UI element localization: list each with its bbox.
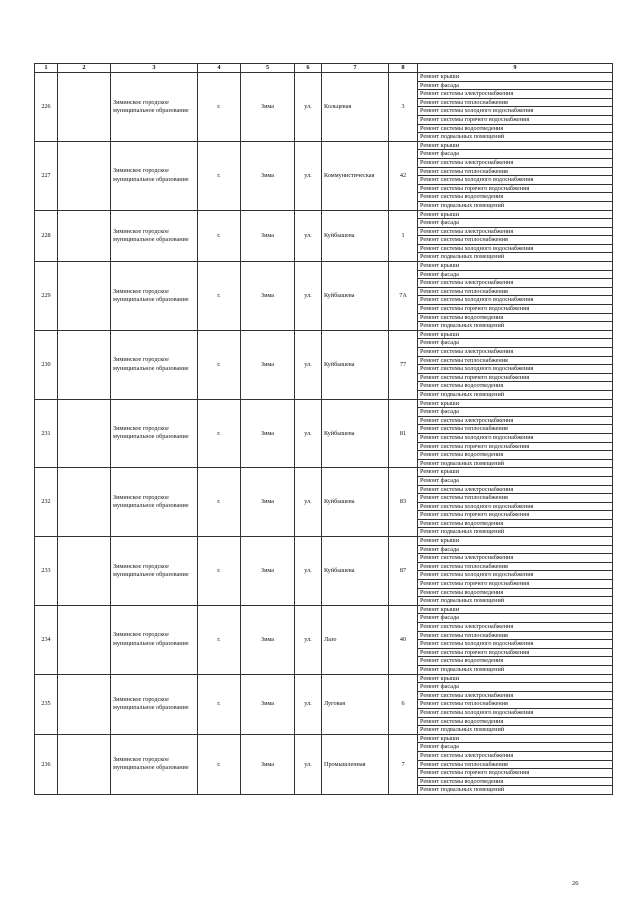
repair-table bbox=[34, 63, 613, 795]
settlement-cell: Зима bbox=[241, 674, 295, 734]
work-type-cell: Ремонт системы теплоснабжения bbox=[418, 562, 613, 571]
work-type-cell: Ремонт фасада bbox=[418, 270, 613, 279]
work-type-cell: Ремонт подвальных помещений bbox=[418, 528, 613, 537]
settlement-type-cell: г. bbox=[198, 537, 241, 606]
empty-cell bbox=[58, 330, 111, 399]
work-type-cell: Ремонт системы водоотведения bbox=[418, 124, 613, 133]
street-cell: Куйбышева bbox=[322, 468, 389, 537]
settlement-cell: Зима bbox=[241, 73, 295, 142]
row-number: 229 bbox=[35, 262, 58, 331]
house-number-cell: 1 bbox=[389, 210, 418, 262]
street-cell: Промышленная bbox=[322, 734, 389, 794]
work-type-cell: Ремонт системы горячего водоснабжения bbox=[418, 442, 613, 451]
table-row bbox=[35, 468, 613, 477]
row-number: 232 bbox=[35, 468, 58, 537]
table-row bbox=[35, 605, 613, 614]
table-row bbox=[35, 734, 613, 743]
work-type-cell: Ремонт подвальных помещений bbox=[418, 459, 613, 468]
table-row bbox=[35, 399, 613, 408]
street-type-cell: ул. bbox=[295, 210, 322, 262]
work-type-cell: Ремонт системы холодного водоснабжения bbox=[418, 107, 613, 116]
street-type-cell: ул. bbox=[295, 674, 322, 734]
municipality-cell: Зиминское городское муниципальное образование bbox=[111, 734, 198, 794]
work-type-cell: Ремонт системы горячего водоснабжения bbox=[418, 184, 613, 193]
work-type-cell: Ремонт системы электроснабжения bbox=[418, 485, 613, 494]
col-header: 3 bbox=[111, 64, 198, 73]
work-type-cell: Ремонт крыши bbox=[418, 674, 613, 683]
settlement-cell: Зима bbox=[241, 605, 295, 674]
row-number: 234 bbox=[35, 605, 58, 674]
work-type-cell: Ремонт системы водоотведения bbox=[418, 193, 613, 202]
street-type-cell: ул. bbox=[295, 605, 322, 674]
work-type-cell: Ремонт системы горячего водоснабжения bbox=[418, 115, 613, 124]
work-type-cell: Ремонт подвальных помещений bbox=[418, 322, 613, 331]
work-type-cell: Ремонт системы теплоснабжения bbox=[418, 167, 613, 176]
house-number-cell: 87 bbox=[389, 537, 418, 606]
house-number-cell: 7А bbox=[389, 262, 418, 331]
work-type-cell: Ремонт системы водоотведения bbox=[418, 313, 613, 322]
work-type-cell: Ремонт фасада bbox=[418, 743, 613, 752]
work-type-cell: Ремонт системы водоотведения bbox=[418, 451, 613, 460]
work-type-cell: Ремонт крыши bbox=[418, 734, 613, 743]
house-number-cell: 6 bbox=[389, 674, 418, 734]
work-type-cell: Ремонт системы холодного водоснабжения bbox=[418, 365, 613, 374]
work-type-cell: Ремонт системы водоотведения bbox=[418, 382, 613, 391]
work-type-cell: Ремонт системы горячего водоснабжения bbox=[418, 511, 613, 520]
work-type-cell: Ремонт системы электроснабжения bbox=[418, 691, 613, 700]
work-type-cell: Ремонт системы электроснабжения bbox=[418, 751, 613, 760]
house-number-cell: 40 bbox=[389, 605, 418, 674]
work-type-cell: Ремонт крыши bbox=[418, 330, 613, 339]
work-type-cell: Ремонт крыши bbox=[418, 73, 613, 82]
settlement-type-cell: г. bbox=[198, 734, 241, 794]
street-cell: Лазо bbox=[322, 605, 389, 674]
document-sheet bbox=[34, 63, 612, 795]
work-type-cell: Ремонт крыши bbox=[418, 605, 613, 614]
municipality-cell: Зиминское городское муниципальное образование bbox=[111, 537, 198, 606]
settlement-type-cell: г. bbox=[198, 468, 241, 537]
work-type-cell: Ремонт системы холодного водоснабжения bbox=[418, 176, 613, 185]
work-type-cell: Ремонт фасада bbox=[418, 150, 613, 159]
empty-cell bbox=[58, 537, 111, 606]
settlement-cell: Зима bbox=[241, 210, 295, 262]
work-type-cell: Ремонт системы водоотведения bbox=[418, 588, 613, 597]
work-type-cell: Ремонт системы теплоснабжения bbox=[418, 356, 613, 365]
empty-cell bbox=[58, 262, 111, 331]
work-type-cell: Ремонт крыши bbox=[418, 210, 613, 219]
col-header: 4 bbox=[198, 64, 241, 73]
street-type-cell: ул. bbox=[295, 399, 322, 468]
work-type-cell: Ремонт подвальных помещений bbox=[418, 390, 613, 399]
row-number: 231 bbox=[35, 399, 58, 468]
table-row bbox=[35, 330, 613, 339]
work-type-cell: Ремонт системы электроснабжения bbox=[418, 348, 613, 357]
street-type-cell: ул. bbox=[295, 262, 322, 331]
settlement-type-cell: г. bbox=[198, 674, 241, 734]
work-type-cell: Ремонт фасада bbox=[418, 81, 613, 90]
work-type-cell: Ремонт системы холодного водоснабжения bbox=[418, 244, 613, 253]
street-type-cell: ул. bbox=[295, 141, 322, 210]
street-cell: Куйбышева bbox=[322, 399, 389, 468]
work-type-cell: Ремонт системы холодного водоснабжения bbox=[418, 502, 613, 511]
work-type-cell: Ремонт системы водоотведения bbox=[418, 717, 613, 726]
work-type-cell: Ремонт подвальных помещений bbox=[418, 786, 613, 795]
work-type-cell: Ремонт системы теплоснабжения bbox=[418, 700, 613, 709]
work-type-cell: Ремонт системы теплоснабжения bbox=[418, 98, 613, 107]
work-type-cell: Ремонт крыши bbox=[418, 537, 613, 546]
work-type-cell: Ремонт фасада bbox=[418, 545, 613, 554]
header-row bbox=[35, 64, 613, 73]
work-type-cell: Ремонт системы электроснабжения bbox=[418, 90, 613, 99]
row-number: 235 bbox=[35, 674, 58, 734]
street-cell: Куйбышева bbox=[322, 262, 389, 331]
col-header: 1 bbox=[35, 64, 58, 73]
table-body bbox=[35, 73, 613, 795]
work-type-cell: Ремонт системы горячего водоснабжения bbox=[418, 373, 613, 382]
empty-cell bbox=[58, 73, 111, 142]
work-type-cell: Ремонт фасада bbox=[418, 476, 613, 485]
work-type-cell: Ремонт крыши bbox=[418, 262, 613, 271]
street-cell: Кольцевая bbox=[322, 73, 389, 142]
col-header: 5 bbox=[241, 64, 295, 73]
street-type-cell: ул. bbox=[295, 734, 322, 794]
empty-cell bbox=[58, 734, 111, 794]
empty-cell bbox=[58, 674, 111, 734]
work-type-cell: Ремонт системы теплоснабжения bbox=[418, 494, 613, 503]
municipality-cell: Зиминское городское муниципальное образование bbox=[111, 674, 198, 734]
table-row bbox=[35, 674, 613, 683]
col-header: 2 bbox=[58, 64, 111, 73]
street-type-cell: ул. bbox=[295, 468, 322, 537]
settlement-cell: Зима bbox=[241, 399, 295, 468]
work-type-cell: Ремонт системы электроснабжения bbox=[418, 158, 613, 167]
work-type-cell: Ремонт крыши bbox=[418, 468, 613, 477]
table-row bbox=[35, 141, 613, 150]
row-number: 236 bbox=[35, 734, 58, 794]
work-type-cell: Ремонт подвальных помещений bbox=[418, 726, 613, 735]
work-type-cell: Ремонт системы теплоснабжения bbox=[418, 631, 613, 640]
settlement-cell: Зима bbox=[241, 330, 295, 399]
work-type-cell: Ремонт системы теплоснабжения bbox=[418, 236, 613, 245]
col-header: 8 bbox=[389, 64, 418, 73]
row-number: 230 bbox=[35, 330, 58, 399]
municipality-cell: Зиминское городское муниципальное образование bbox=[111, 468, 198, 537]
work-type-cell: Ремонт системы электроснабжения bbox=[418, 416, 613, 425]
street-cell: Коммунистическая bbox=[322, 141, 389, 210]
work-type-cell: Ремонт системы теплоснабжения bbox=[418, 425, 613, 434]
settlement-type-cell: г. bbox=[198, 262, 241, 331]
empty-cell bbox=[58, 141, 111, 210]
work-type-cell: Ремонт подвальных помещений bbox=[418, 133, 613, 142]
work-type-cell: Ремонт системы водоотведения bbox=[418, 657, 613, 666]
work-type-cell: Ремонт системы теплоснабжения bbox=[418, 287, 613, 296]
municipality-cell: Зиминское городское муниципальное образование bbox=[111, 330, 198, 399]
municipality-cell: Зиминское городское муниципальное образование bbox=[111, 399, 198, 468]
settlement-type-cell: г. bbox=[198, 330, 241, 399]
work-type-cell: Ремонт системы электроснабжения bbox=[418, 279, 613, 288]
work-type-cell: Ремонт подвальных помещений bbox=[418, 201, 613, 210]
settlement-type-cell: г. bbox=[198, 399, 241, 468]
row-number: 233 bbox=[35, 537, 58, 606]
work-type-cell: Ремонт системы холодного водоснабжения bbox=[418, 571, 613, 580]
table-row bbox=[35, 537, 613, 546]
house-number-cell: 77 bbox=[389, 330, 418, 399]
street-type-cell: ул. bbox=[295, 537, 322, 606]
work-type-cell: Ремонт подвальных помещений bbox=[418, 597, 613, 606]
table-row bbox=[35, 210, 613, 219]
settlement-cell: Зима bbox=[241, 734, 295, 794]
house-number-cell: 7 bbox=[389, 734, 418, 794]
municipality-cell: Зиминское городское муниципальное образование bbox=[111, 73, 198, 142]
work-type-cell: Ремонт фасада bbox=[418, 408, 613, 417]
municipality-cell: Зиминское городское муниципальное образование bbox=[111, 262, 198, 331]
settlement-cell: Зима bbox=[241, 537, 295, 606]
work-type-cell: Ремонт крыши bbox=[418, 141, 613, 150]
work-type-cell: Ремонт системы холодного водоснабжения bbox=[418, 433, 613, 442]
settlement-type-cell: г. bbox=[198, 73, 241, 142]
work-type-cell: Ремонт крыши bbox=[418, 399, 613, 408]
work-type-cell: Ремонт фасада bbox=[418, 614, 613, 623]
settlement-type-cell: г. bbox=[198, 210, 241, 262]
empty-cell bbox=[58, 468, 111, 537]
work-type-cell: Ремонт системы горячего водоснабжения bbox=[418, 305, 613, 314]
work-type-cell: Ремонт фасада bbox=[418, 683, 613, 692]
settlement-cell: Зима bbox=[241, 262, 295, 331]
settlement-cell: Зима bbox=[241, 468, 295, 537]
street-type-cell: ул. bbox=[295, 73, 322, 142]
col-header: 9 bbox=[418, 64, 613, 73]
house-number-cell: 83 bbox=[389, 468, 418, 537]
settlement-type-cell: г. bbox=[198, 141, 241, 210]
municipality-cell: Зиминское городское муниципальное образование bbox=[111, 210, 198, 262]
page-number: 26 bbox=[572, 880, 579, 887]
empty-cell bbox=[58, 605, 111, 674]
work-type-cell: Ремонт системы водоотведения bbox=[418, 777, 613, 786]
settlement-cell: Зима bbox=[241, 141, 295, 210]
settlement-type-cell: г. bbox=[198, 605, 241, 674]
street-cell: Куйбышева bbox=[322, 330, 389, 399]
street-cell: Куйбышева bbox=[322, 210, 389, 262]
table-row bbox=[35, 262, 613, 271]
work-type-cell: Ремонт системы холодного водоснабжения bbox=[418, 640, 613, 649]
municipality-cell: Зиминское городское муниципальное образование bbox=[111, 141, 198, 210]
street-cell: Куйбышева bbox=[322, 537, 389, 606]
work-type-cell: Ремонт системы электроснабжения bbox=[418, 554, 613, 563]
street-type-cell: ул. bbox=[295, 330, 322, 399]
work-type-cell: Ремонт фасада bbox=[418, 219, 613, 228]
table-row bbox=[35, 73, 613, 82]
work-type-cell: Ремонт системы холодного водоснабжения bbox=[418, 296, 613, 305]
work-type-cell: Ремонт системы электроснабжения bbox=[418, 227, 613, 236]
work-type-cell: Ремонт системы горячего водоснабжения bbox=[418, 648, 613, 657]
house-number-cell: 3 bbox=[389, 73, 418, 142]
work-type-cell: Ремонт системы горячего водоснабжения bbox=[418, 769, 613, 778]
municipality-cell: Зиминское городское муниципальное образование bbox=[111, 605, 198, 674]
work-type-cell: Ремонт системы электроснабжения bbox=[418, 623, 613, 632]
work-type-cell: Ремонт системы холодного водоснабжения bbox=[418, 708, 613, 717]
row-number: 228 bbox=[35, 210, 58, 262]
work-type-cell: Ремонт системы теплоснабжения bbox=[418, 760, 613, 769]
house-number-cell: 81 bbox=[389, 399, 418, 468]
empty-cell bbox=[58, 399, 111, 468]
col-header: 6 bbox=[295, 64, 322, 73]
house-number-cell: 42 bbox=[389, 141, 418, 210]
empty-cell bbox=[58, 210, 111, 262]
row-number: 227 bbox=[35, 141, 58, 210]
work-type-cell: Ремонт подвальных помещений bbox=[418, 665, 613, 674]
col-header: 7 bbox=[322, 64, 389, 73]
work-type-cell: Ремонт фасада bbox=[418, 339, 613, 348]
row-number: 226 bbox=[35, 73, 58, 142]
work-type-cell: Ремонт системы горячего водоснабжения bbox=[418, 580, 613, 589]
work-type-cell: Ремонт системы водоотведения bbox=[418, 519, 613, 528]
work-type-cell: Ремонт подвальных помещений bbox=[418, 253, 613, 262]
street-cell: Луговая bbox=[322, 674, 389, 734]
